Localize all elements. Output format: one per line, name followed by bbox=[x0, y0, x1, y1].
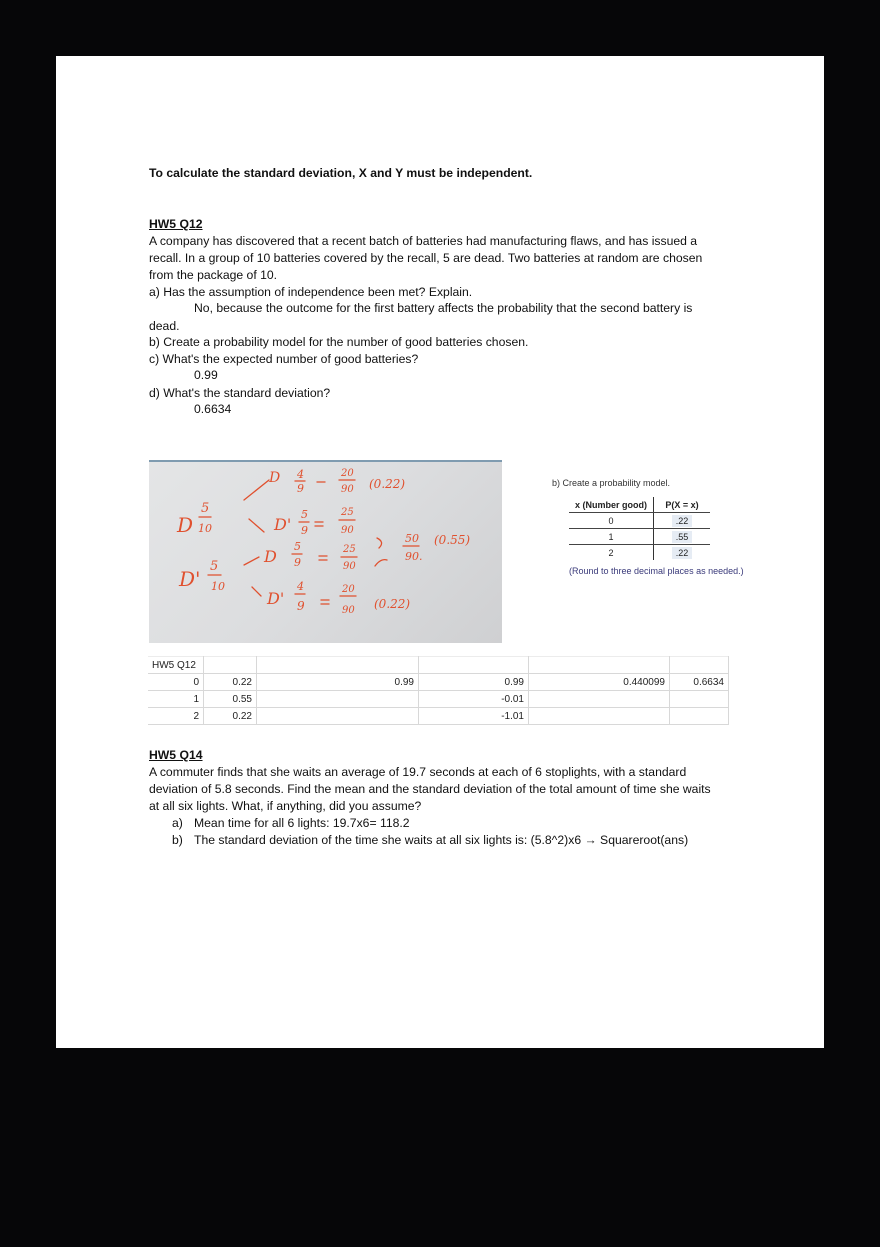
svg-text:4: 4 bbox=[297, 580, 304, 593]
document-page bbox=[56, 56, 824, 1048]
q12-problem-line: from the package of 10. bbox=[149, 268, 278, 282]
svg-text:9: 9 bbox=[301, 524, 308, 537]
svg-text:5: 5 bbox=[294, 540, 301, 553]
svg-text:9: 9 bbox=[297, 482, 304, 495]
q14-problem-line: deviation of 5.8 seconds. Find the mean and the standard deviation of the total amount of time she waits bbox=[149, 782, 711, 796]
q12-b-question: b) Create a probability model for the number of good batteries chosen. bbox=[149, 335, 529, 349]
q12-a-answer: No, because the outcome for the first battery affects the probability that the second battery is bbox=[194, 301, 693, 315]
pm-header-x: x (Number good) bbox=[569, 497, 654, 513]
q12-a-answer-cont: dead. bbox=[149, 319, 180, 333]
tree-diagram-drawing bbox=[149, 462, 502, 643]
svg-text:90: 90 bbox=[342, 605, 355, 616]
svg-text:9: 9 bbox=[294, 556, 301, 569]
svg-text:90: 90 bbox=[341, 525, 354, 536]
q12-c-answer: 0.99 bbox=[194, 368, 218, 382]
svg-text:20: 20 bbox=[342, 584, 355, 595]
q12-problem-line: A company has discovered that a recent batch of batteries had manufacturing flaws, and has issued a bbox=[149, 234, 698, 248]
q12-d-question: d) What's the standard deviation? bbox=[149, 386, 331, 400]
tree-combined-approx: (0.55) bbox=[434, 533, 471, 547]
svg-text:90.: 90. bbox=[405, 550, 423, 563]
q14-problem-line: at all six lights. What, if anything, did you assume? bbox=[149, 799, 422, 813]
svg-text:(0.22): (0.22) bbox=[374, 597, 411, 611]
svg-text:9: 9 bbox=[297, 599, 305, 613]
svg-text:50: 50 bbox=[405, 532, 419, 545]
svg-text:D': D' bbox=[274, 515, 292, 534]
q12-c-question: c) What's the expected number of good batteries? bbox=[149, 352, 419, 366]
intro-statement: To calculate the standard deviation, X and Y must be independent. bbox=[149, 166, 533, 180]
pm-row: 1 .55 bbox=[569, 529, 710, 545]
svg-text:25: 25 bbox=[343, 544, 356, 555]
svg-text:D: D bbox=[264, 547, 277, 566]
q12-problem-line: recall. In a group of 10 batteries covered by the recall, 5 are dead. Two batteries at random are chosen bbox=[149, 251, 703, 265]
pm-row: 0 .22 bbox=[569, 513, 710, 529]
svg-text:(0.22): (0.22) bbox=[369, 477, 406, 491]
pm-header-p: P(X = x) bbox=[654, 497, 711, 513]
probability-model-note: (Round to three decimal places as needed.) bbox=[569, 566, 744, 576]
sheet-row: 0 0.22 0.99 0.99 0.440099 0.6634 bbox=[148, 674, 729, 691]
svg-text:5: 5 bbox=[201, 501, 210, 516]
tree-first-d: D bbox=[177, 513, 194, 537]
svg-text:D: D bbox=[269, 470, 281, 486]
q14-a-answer: Mean time for all 6 lights: 19.7x6= 118.2 bbox=[194, 816, 410, 830]
svg-text:90: 90 bbox=[341, 484, 354, 495]
q14-a-marker: a) bbox=[172, 816, 183, 830]
sheet-row: 1 0.55 -0.01 bbox=[148, 691, 729, 708]
q14-heading: HW5 Q14 bbox=[149, 748, 203, 762]
tree-first-dprime: D' bbox=[179, 567, 201, 591]
sheet-row: HW5 Q12 bbox=[148, 657, 729, 674]
probability-model-title: b) Create a probability model. bbox=[552, 478, 671, 488]
svg-text:25: 25 bbox=[341, 507, 354, 518]
svg-text:5: 5 bbox=[301, 508, 308, 521]
q12-d-answer: 0.6634 bbox=[194, 402, 232, 416]
q12-heading: HW5 Q12 bbox=[149, 217, 203, 231]
probability-model-table bbox=[569, 497, 710, 560]
spreadsheet-snippet bbox=[148, 656, 729, 725]
svg-text:4: 4 bbox=[297, 468, 304, 481]
q14-problem-line: A commuter finds that she waits an average of 19.7 seconds at each of 6 stoplights, with a standard bbox=[149, 765, 687, 779]
pm-row: 2 .22 bbox=[569, 545, 710, 561]
q12-a-question: a) Has the assumption of independence been met? Explain. bbox=[149, 285, 473, 299]
svg-text:10: 10 bbox=[198, 522, 212, 535]
q14-b-answer: The standard deviation of the time she waits at all six lights is: (5.8^2)x6 → Squareroot(ans) bbox=[194, 833, 689, 847]
svg-text:20: 20 bbox=[341, 468, 354, 479]
svg-text:D': D' bbox=[267, 589, 285, 608]
svg-text:10: 10 bbox=[211, 580, 225, 593]
sheet-row: 2 0.22 -1.01 bbox=[148, 708, 729, 725]
svg-text:5: 5 bbox=[210, 559, 219, 574]
svg-text:90: 90 bbox=[343, 561, 356, 572]
q14-b-marker: b) bbox=[172, 833, 183, 847]
handwritten-tree-photo bbox=[149, 460, 502, 643]
